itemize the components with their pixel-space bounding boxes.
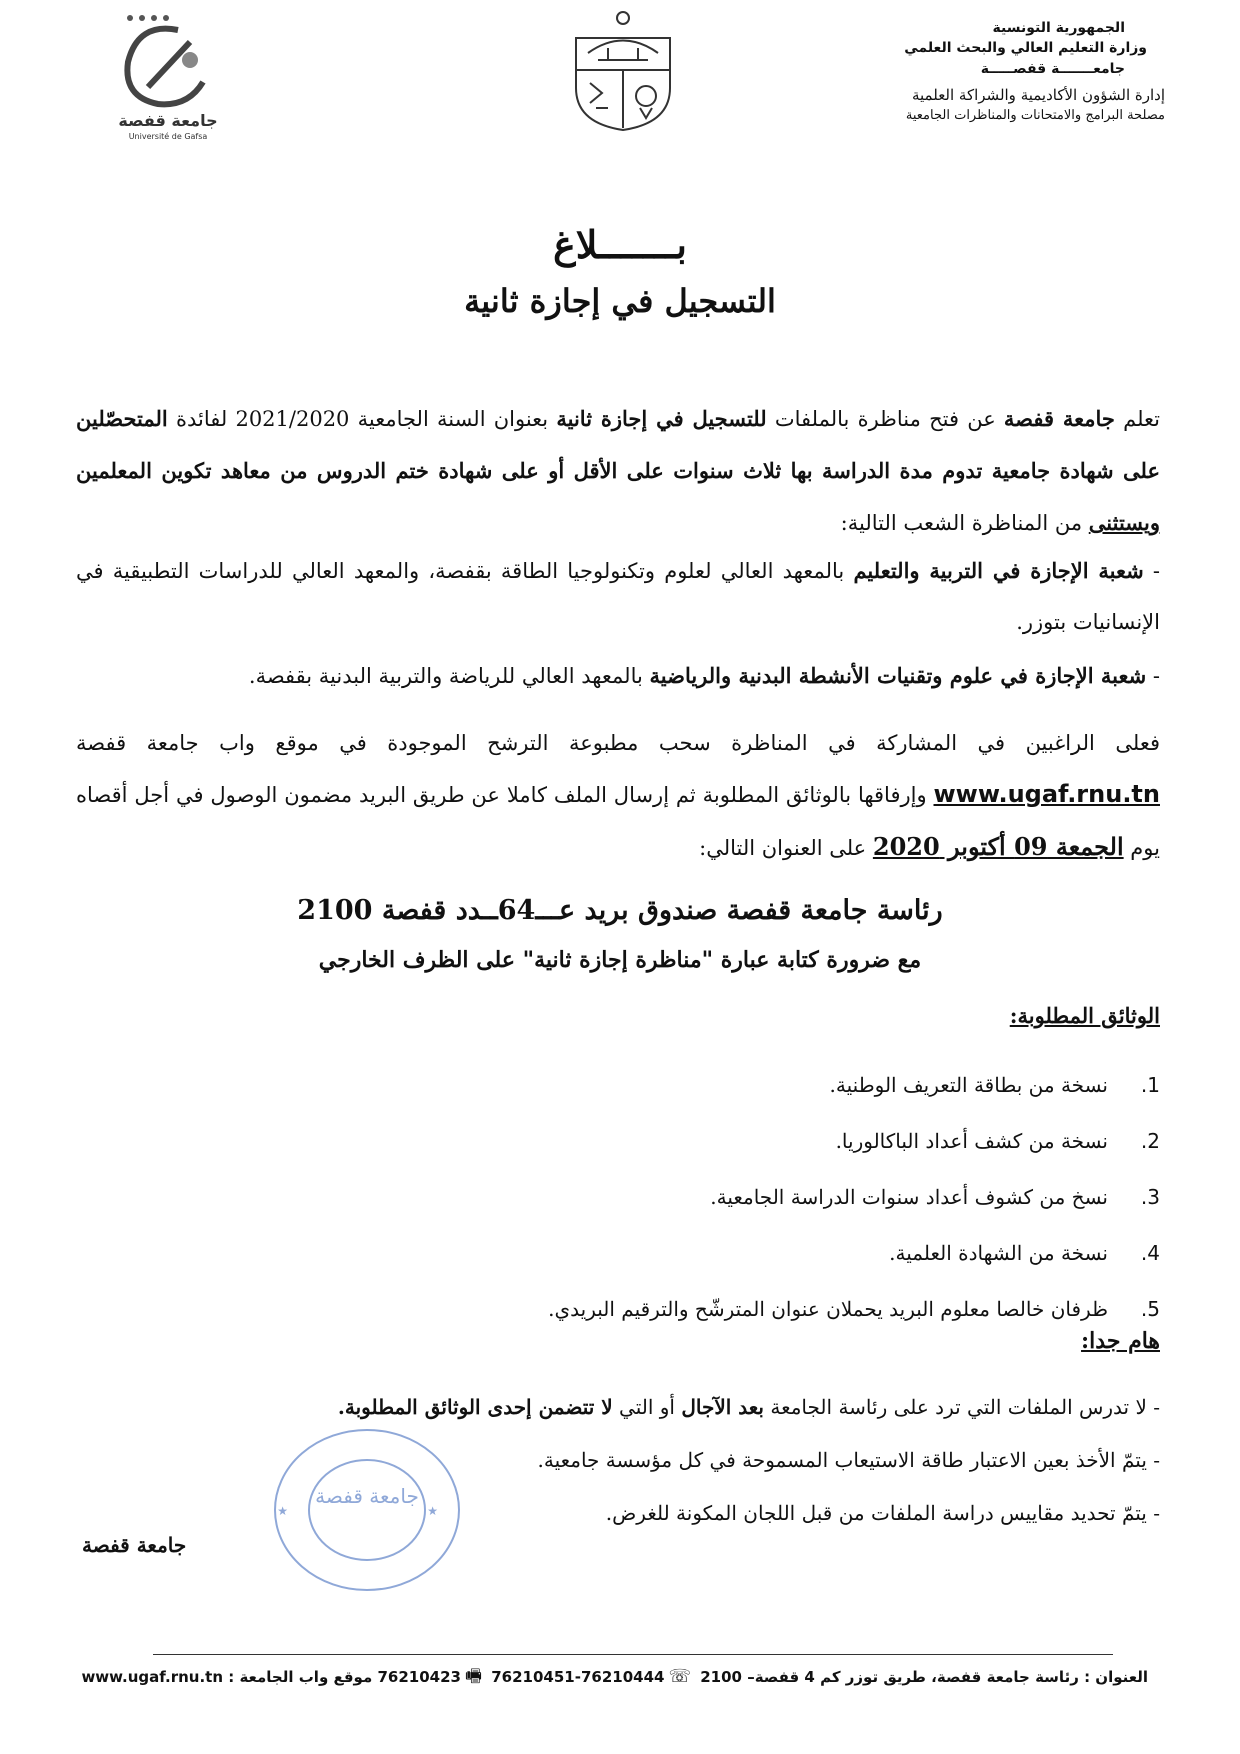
list-item: 2. نسخة من كشف أعداد الباكالوريا. bbox=[835, 1129, 1160, 1153]
phone-icon: ☏ bbox=[668, 1666, 691, 1687]
coat-of-arms-icon bbox=[568, 8, 678, 133]
page-subtitle: التسجيل في إجازة ثانية bbox=[464, 282, 776, 320]
excluded-branch-1: - شعبة الإجازة في التربية والتعليم بالمعهد العالي لعلوم وتكنولوجيا الطاقة بقفصة، والمعهد العالي للدراسات التطبيقية في الإنسانيات بتوزر. bbox=[76, 558, 1161, 634]
important-heading: هام جدا: bbox=[1081, 1328, 1160, 1354]
logo-arabic-text: جامعة قفصة bbox=[118, 111, 218, 130]
official-stamp bbox=[270, 1425, 465, 1595]
logo-french-text: Université de Gafsa bbox=[128, 132, 208, 141]
deadline-date: الجمعة 09 أكتوبر 2020 bbox=[872, 832, 1124, 861]
svg-text:★: ★ bbox=[277, 1504, 288, 1518]
important-note: - يتمّ تحديد مقاييس دراسة الملفات من قبل اللجان المكونة للغرض. bbox=[605, 1500, 1160, 1525]
page-title: بـــــــلاغ bbox=[553, 222, 687, 267]
signature: جامعة قفصة bbox=[82, 1533, 187, 1557]
postal-address: رئاسة جامعة قفصة صندوق بريد عـــ64ــدد قفصة 2100 bbox=[297, 895, 943, 926]
republic-name: الجمهورية التونسية bbox=[992, 20, 1125, 36]
fax-icon: 🖷 bbox=[465, 1666, 482, 1687]
excluded-branch-2: - شعبة الإجازة في علوم وتقنيات الأنشطة البدنية والرياضية بالمعهد العالي للرياضة والتربية البدنية بقفصة. bbox=[248, 663, 1160, 688]
footer-divider bbox=[153, 1654, 1113, 1655]
svg-text:★: ★ bbox=[427, 1504, 438, 1518]
list-item: 5. ظرفان خالصا معلوم البريد يحملان عنوان المترشّح والترقيم البريدي. bbox=[548, 1297, 1160, 1321]
service-name: مصلحة البرامج والامتحانات والمناظرات الجامعية bbox=[905, 107, 1165, 123]
letterhead bbox=[745, 18, 1165, 125]
application-paragraph: فعلى الراغبين في المشاركة في المناظرة سحب مطبوعة الترشح الموجودة في موقع واب جامعة قفصة www.ugaf.rnu.tn وإرفاقها بالوثائق المطلوبة ثم إرسال الملف كاملا عن طريق البريد مضمون الوصول في أجل أقصاه يوم الجمعة 09 أكتوبر 2020 على العنوان التالي: bbox=[76, 731, 1160, 861]
stamp-text: جامعة قفصة bbox=[315, 1484, 419, 1508]
list-item: 4. نسخة من الشهادة العلمية. bbox=[889, 1241, 1160, 1265]
important-note: - لا تدرس الملفات التي ترد على رئاسة الجامعة بعد الآجال أو التي لا تتضمن إحدى الوثائق المطلوبة. bbox=[337, 1394, 1160, 1419]
footer: العنوان : رئاسة جامعة قفصة، طريق توزر كم 4 قفصة– 2100 ☏76210444-76210451 🖷76210423 موقع واب الجامعة : www.ugaf.rnu.tn bbox=[81, 1666, 1148, 1687]
footer-website-link[interactable]: www.ugaf.rnu.tn bbox=[81, 1668, 223, 1686]
ministry-name: وزارة التعليم العالي والبحث العلمي bbox=[904, 40, 1147, 57]
documents-heading: الوثائق المطلوبة: bbox=[1009, 1003, 1160, 1028]
website-link[interactable]: www.ugaf.rnu.tn bbox=[933, 780, 1160, 808]
documents-list bbox=[160, 1057, 1160, 1337]
intro-paragraph: تعلم جامعة قفصة عن فتح مناظرة بالملفات للتسجيل في إجازة ثانية بعنوان السنة الجامعية 2021/2020 لفائدة المتحصّلين على شهادة جامعية تدوم مدة الدراسة بها ثلاث سنوات على الأقل أو على شهادة ختم الدروس من معاهد تكوين المعلمين ويستثنى من المناظرة الشعب التالية: bbox=[76, 406, 1161, 535]
envelope-note: مع ضرورة كتابة عبارة "مناظرة إجازة ثانية" على الظرف الخارجي bbox=[318, 947, 922, 973]
university-name: جامعـــــــة قفصـــــة bbox=[980, 60, 1125, 77]
department-name: إدارة الشؤون الأكاديمية والشراكة العلمية bbox=[911, 85, 1165, 104]
list-item: 1. نسخة من بطاقة التعريف الوطنية. bbox=[829, 1073, 1160, 1097]
university-logo bbox=[108, 12, 228, 142]
important-note: - يتمّ الأخذ بعين الاعتبار طاقة الاستيعاب المسموحة في كل مؤسسة جامعية. bbox=[537, 1447, 1160, 1472]
list-item: 3. نسخ من كشوف أعداد سنوات الدراسة الجامعية. bbox=[710, 1185, 1160, 1209]
